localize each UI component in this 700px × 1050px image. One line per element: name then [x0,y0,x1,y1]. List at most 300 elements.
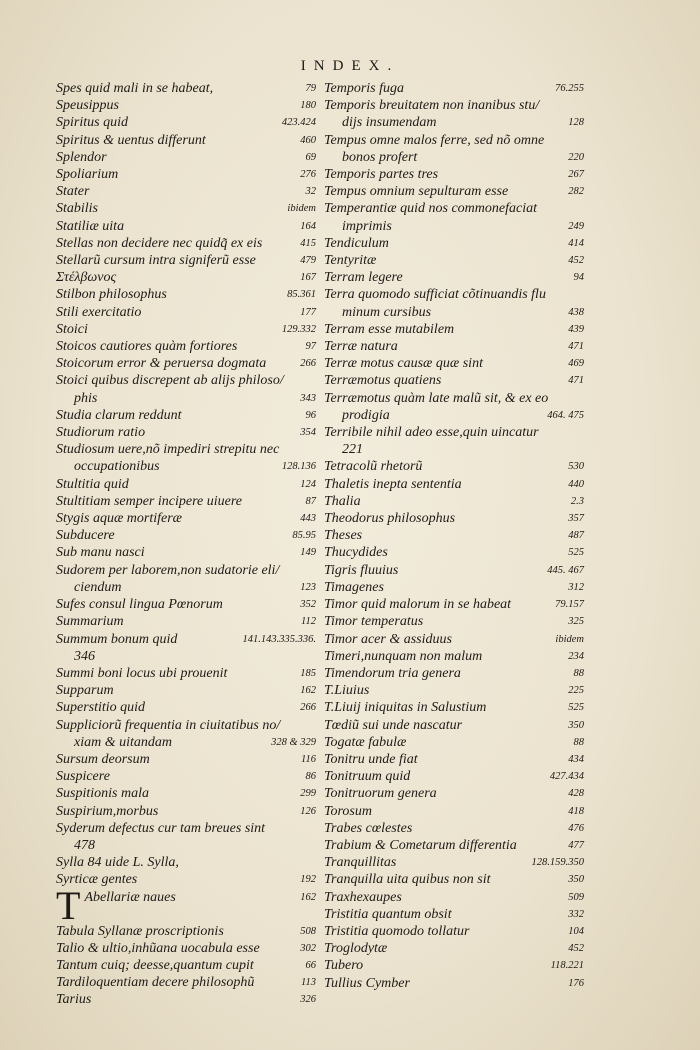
entry-term: Superstitio quid [56,700,146,716]
page-reference: 464. 475 [547,409,584,421]
page-reference: 113 [301,977,316,989]
index-entry [324,785,586,802]
page-reference: 471 [568,375,584,387]
index-entry [324,940,586,957]
index-column-right [324,80,586,992]
index-entry [56,476,318,493]
entry-term: Syrticæ gentes [56,872,138,888]
continuation-text: xiam & uitandam [74,734,172,750]
entry-term: Suspicere [56,769,110,785]
page-reference: 96 [305,409,316,421]
page-reference: 192 [300,874,316,886]
page-reference: 32 [305,186,316,198]
index-entry [56,97,318,114]
entry-term: Spes quid mali in se habeat, [56,81,214,96]
entry-continuation [324,407,584,424]
page-reference: 415 [300,237,316,249]
index-entry [56,940,318,957]
continuation-text: ciendum [74,579,122,595]
entry-term: Syderum defectus cur tam breues sint [56,820,266,836]
index-entry [56,665,318,682]
entry-continuation [56,390,316,407]
entry-continuation [56,837,316,854]
continuation-text: minum cursibus [342,304,432,320]
entry-term: Stultitia quid [56,476,129,492]
index-entry [324,183,586,200]
entry-term: Temporis partes tres [324,167,439,183]
page-reference: 167 [300,272,316,284]
entry-term: Summum bonum quid [56,631,178,647]
page-reference: 352 [300,599,316,611]
index-entry [56,372,318,406]
index-entry [324,906,586,923]
index-entry [324,699,586,716]
page-reference: 423.424 [281,117,316,129]
page-reference: 350 [568,874,584,886]
index-entry [324,837,586,854]
entry-continuation [324,149,584,166]
entry-continuation [56,579,316,596]
entry-term: Στέλβωνος [56,270,117,286]
index-entry [324,975,586,992]
index-entry [56,613,318,630]
index-entry [324,665,586,682]
index-entry [324,803,586,820]
entry-term: Terram esse mutabilem [324,321,455,337]
page-reference: 508 [300,925,316,937]
page-reference: 162 [300,685,316,697]
page-reference: 128.136 [281,461,316,473]
index-entry [56,269,318,286]
index-entry [324,579,586,596]
entry-term: Terribile nihil adeo esse,quin uincatur [324,425,539,441]
index-entry [56,218,318,235]
entry-continuation [56,458,316,475]
entry-term: Spiritus & uentus differunt [56,132,206,148]
page-reference: ibidem [287,203,316,215]
page-reference: 350 [568,719,584,731]
page-reference: 128 [568,117,584,129]
index-column-left [56,80,318,1009]
index-entry [324,269,586,286]
continuation-text: 346 [74,648,95,664]
index-entry [56,768,318,785]
entry-term: Timagenes [324,579,384,595]
page-reference: 128.159.350 [531,857,584,869]
page-reference: 88 [573,667,584,679]
entry-term: Tempus omnium sepulturam esse [324,184,509,200]
entry-term: Togatæ fabulæ [324,734,407,750]
page-reference: ibidem [555,633,584,645]
page-reference: 94 [573,272,584,284]
entry-term: Thucydides [324,545,388,561]
entry-term: Sylla 84 uide L. Sylla, [56,855,179,871]
index-entry [56,441,318,475]
index-entry [324,682,586,699]
page-reference: 282 [568,186,584,198]
entry-term: Tonitruum quid [324,769,411,785]
index-entry [324,321,586,338]
index-entry [324,493,586,510]
page-reference: 86 [305,771,316,783]
index-entry [56,854,318,871]
entry-continuation [324,441,584,458]
index-entry [324,97,586,131]
index-entry [56,882,318,928]
index-entry [56,355,318,372]
page-reference: 162 [300,891,316,903]
entry-term: Stoici [56,321,88,337]
page-reference: 276 [300,169,316,181]
page-reference: 118.221 [550,960,584,972]
entry-term: Tendiculum [324,235,389,251]
entry-term: Tranquilla uita quibus non sit [324,872,491,888]
index-entry [56,321,318,338]
entry-term: Tonitruorum genera [324,786,437,802]
entry-term: Trabium & Cometarum differentia [324,837,517,853]
entry-term: Studiosum uere,nõ impediri strepitu nec [56,442,280,458]
page-reference: 164 [300,220,316,232]
entry-term: Tempus omne malos ferre, sed nõ omne [324,132,545,148]
index-entry [56,923,318,940]
entry-term: Terræmotus quàm late malũ sit, & ex eo [324,390,549,406]
entry-term: Suspirium,morbus [56,803,159,819]
entry-term: Supparum [56,683,114,699]
entry-term: Temporis fuga [324,81,405,96]
page-reference: 69 [305,151,316,163]
continuation-text: prodigia [342,407,390,423]
page-reference: 428 [568,788,584,800]
index-entry [324,372,586,389]
page-reference: 302 [300,942,316,954]
entry-term: Temperantiæ quid nos commonefaciat [324,201,537,217]
page-reference: 438 [568,306,584,318]
index-entry [324,476,586,493]
page-reference: 434 [568,753,584,765]
page-reference: 525 [568,702,584,714]
page-reference: 460 [300,134,316,146]
entry-term: Stoicorum error & peruersa dogmata [56,356,267,372]
entry-term: Timor temperatus [324,614,424,630]
entry-term: Statiliæ uita [56,218,125,234]
entry-term: Studia clarum reddunt [56,407,182,423]
entry-term: Traxhexaupes [324,889,402,905]
entry-term: Tigris fluuius [324,562,399,578]
entry-term: Terræ motus causæ quæ sint [324,356,483,372]
entry-term: Terra quomodo sufficiat cõtinuandis flu [324,287,546,303]
page-reference: 129.332 [281,323,316,335]
page-reference: 66 [305,959,316,971]
page-reference: 452 [568,255,584,267]
index-entry [56,871,318,888]
index-entry [56,149,318,166]
index-entry [324,200,586,234]
index-entry [324,527,586,544]
page-reference: 97 [305,341,316,353]
entry-term: Stoici quibus discrepent ab alijs philoso/ [56,373,284,389]
entry-term: Tantum cuiq; deesse,quantum cupit [56,957,254,973]
entry-term: Tonitru unde fiat [324,751,418,767]
index-entry [324,734,586,751]
index-entry [56,682,318,699]
entry-term: Suspitionis mala [56,786,149,802]
entry-term: Stultitiam semper incipere uiuere [56,493,242,509]
page-reference: 312 [568,581,584,593]
entry-term: Tardiloquentiam decere philosophũ [56,975,255,991]
index-entry [56,631,318,665]
index-entry [56,957,318,974]
index-entry [324,166,586,183]
index-entry [56,200,318,217]
index-entry [324,252,586,269]
entry-continuation [324,114,584,131]
index-entry [324,235,586,252]
entry-term: Theodorus philosophus [324,511,456,527]
page-reference: 123 [300,581,316,593]
page-header: INDEX. [300,58,400,74]
entry-continuation [56,648,316,665]
continuation-text: 221 [342,442,363,458]
index-entry [324,613,586,630]
page-reference: 185 [300,667,316,679]
entry-term: Theses [324,528,363,544]
index-entry [56,510,318,527]
page-reference: 88 [573,736,584,748]
page-reference: 126 [300,805,316,817]
page-reference: 476 [568,822,584,834]
entry-term: Timendorum tria genera [324,665,461,681]
entry-term: Speusippus [56,98,119,114]
index-entry [324,751,586,768]
page-reference: 267 [568,169,584,181]
entry-term: Sursum deorsum [56,751,150,767]
index-entry [56,252,318,269]
index-entry [56,820,318,854]
entry-term: Tristitia quantum obsit [324,906,452,922]
entry-term: Tentyritæ [324,253,377,269]
entry-term: Spiritus quid [56,115,128,131]
page-reference: 343 [300,392,316,404]
entry-term: Sub manu nasci [56,545,145,561]
index-entry [56,493,318,510]
entry-term: T.Liuius [324,683,370,699]
entry-term: Stili exercitatio [56,304,142,320]
index-entry [56,183,318,200]
entry-term: Tabula Syllanæ proscriptionis [56,923,224,939]
index-entry [324,889,586,906]
entry-term: Terram legere [324,270,403,286]
continuation-text: 478 [74,837,95,853]
index-entry [324,717,586,734]
page-reference: 79.157 [555,599,584,611]
continuation-text: dijs insumendam [342,115,437,131]
page-reference: 180 [300,100,316,112]
page-reference: 440 [568,478,584,490]
index-entry [56,286,318,303]
page-reference: 509 [568,891,584,903]
entry-term: Suppliciorũ frequentia in ciuitatibus no/ [56,717,281,733]
entry-term: Tranquillitas [324,855,397,871]
index-entry [324,957,586,974]
entry-term: Stoicos cautiores quàm fortiores [56,339,238,355]
index-entry [56,751,318,768]
entry-term: Tullius Cymber [324,975,410,991]
page-reference: 477 [568,839,584,851]
index-entry [56,527,318,544]
page-reference: 469 [568,358,584,370]
page-reference: 357 [568,513,584,525]
entry-term: Timor quid malorum in se habeat [324,597,512,613]
entry-term: Studiorum ratio [56,425,146,441]
index-entry [56,785,318,802]
index-entry [324,338,586,355]
entry-continuation [56,734,316,751]
page-reference: 471 [568,341,584,353]
entry-term: Tarius [56,992,92,1008]
entry-term: Sufes consul lingua Pœnorum [56,597,223,613]
page-reference: 2.3 [570,495,584,507]
index-entry [56,304,318,321]
index-entry [56,596,318,613]
entry-term: Terræmotus quatiens [324,373,442,389]
entry-term: Trabes cœlestes [324,820,413,836]
page-reference: 85.95 [292,530,316,542]
index-entry [56,699,318,716]
page-reference: 220 [568,151,584,163]
index-entry [324,648,586,665]
continuation-text: bonos profert [342,149,418,165]
page-reference: 87 [305,495,316,507]
entry-term: Torosum [324,803,372,819]
index-entry [324,424,586,458]
entry-term: T.Liuij iniquitas in Salustium [324,700,487,716]
entry-term: Timor acer & assiduus [324,631,452,647]
entry-term: Tœdiũ sui unde nascatur [324,717,463,733]
entry-term: Stater [56,184,90,200]
entry-term: Thalia [324,493,361,509]
continuation-text: imprimis [342,218,392,234]
page-reference: 266 [300,358,316,370]
entry-term: Tubero [324,958,364,974]
entry-term: Timeri,nunquam non malum [324,648,483,664]
index-entry [324,596,586,613]
page-reference: 234 [568,650,584,662]
index-entry [324,631,586,648]
page-reference: 439 [568,323,584,335]
entry-term: Tetracolũ rhetorũ [324,459,423,475]
page-reference: 326 [300,994,316,1006]
entry-term: Splendor [56,149,107,165]
entry-continuation [324,304,584,321]
index-entry [56,166,318,183]
page-reference: 452 [568,943,584,955]
page-reference: 149 [300,547,316,559]
index-entry [56,235,318,252]
index-entry [324,390,586,424]
page-reference: 177 [300,306,316,318]
drop-cap-letter: T [56,882,81,928]
page-reference: 418 [568,805,584,817]
entry-term: Stellarũ cursum intra signiferũ esse [56,253,256,269]
entry-term: Troglodytæ [324,941,388,957]
page-reference: 328 & 329 [271,736,316,748]
page-reference: 414 [568,237,584,249]
index-entry [56,562,318,596]
page-reference: 443 [300,513,316,525]
page-reference: 176 [568,977,584,989]
index-entry [56,114,318,131]
entry-term: Talio & ultio,inhũana uocabula esse [56,940,260,956]
index-entry [324,854,586,871]
page-reference: 112 [301,616,316,628]
entry-term: Temporis breuitatem non inanibus stu/ [324,98,540,114]
entry-term: Subducere [56,528,115,544]
index-entry [56,424,318,441]
index-entry [56,991,318,1008]
page-reference: 299 [300,788,316,800]
entry-term: Spoliarium [56,167,119,183]
entry-term: Summarium [56,614,124,630]
index-entry [324,923,586,940]
page-reference: 79 [305,83,316,94]
page-reference: 479 [300,255,316,267]
index-entry [56,132,318,149]
page-reference: 116 [301,753,316,765]
page-reference: 332 [568,908,584,920]
page-reference: 530 [568,461,584,473]
index-entry [324,355,586,372]
page-reference: 325 [568,616,584,628]
entry-term: Abellariæ naues [84,889,176,905]
entry-term: Thaletis inepta sententia [324,476,462,492]
page-reference: 427.434 [549,771,584,783]
entry-term: Stilbon philosophus [56,287,167,303]
entry-term: Sudorem per laborem,non sudatorie eli/ [56,562,280,578]
entry-term: Stabilis [56,201,99,217]
page-reference: 76.255 [555,83,584,94]
entry-term: Summi boni locus ubi prouenit [56,665,228,681]
index-entry [56,974,318,991]
page-reference: 445. 467 [547,564,584,576]
entry-term: Stygis aquæ mortiferæ [56,511,183,527]
page-reference: 124 [300,478,316,490]
index-entry [324,132,586,166]
index-entry [56,338,318,355]
index-entry [324,510,586,527]
index-entry [56,407,318,424]
entry-term: Terræ natura [324,339,398,355]
page-reference: 249 [568,220,584,232]
index-entry [56,717,318,751]
continuation-text: phis [74,390,98,406]
page-reference: 85.361 [287,289,316,301]
continuation-text: occupationibus [74,459,160,475]
index-entry [324,871,586,888]
index-entry [56,544,318,561]
index-entry [324,562,586,579]
page-reference: 525 [568,547,584,559]
index-entry [56,803,318,820]
index-entry [324,458,586,475]
index-entry [324,768,586,785]
entry-continuation [324,218,584,235]
index-entry [324,820,586,837]
page-reference: 266 [300,702,316,714]
entry-term: Stellas non decidere nec quidq̃ ex eis [56,235,263,251]
page-reference: 141.143.335.336. [242,633,316,645]
page-reference: 354 [300,427,316,439]
index-entry [324,544,586,561]
